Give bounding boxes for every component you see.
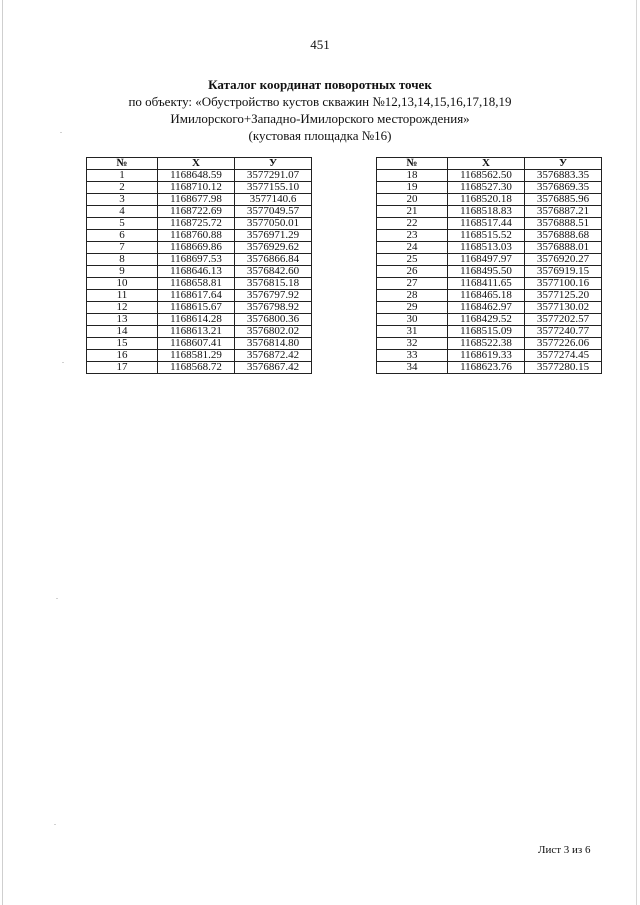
cell-y: 3576885.96 bbox=[525, 194, 602, 206]
pad-line: (кустовая площадка №16) bbox=[248, 128, 392, 143]
cell-x: 1168513.03 bbox=[448, 242, 525, 254]
cell-y: 3577050.01 bbox=[235, 218, 312, 230]
cell-point-number: 20 bbox=[377, 194, 448, 206]
table-row bbox=[377, 326, 602, 338]
table-row bbox=[377, 254, 602, 266]
table-row bbox=[377, 338, 602, 350]
table-row bbox=[87, 242, 312, 254]
table-row bbox=[377, 302, 602, 314]
table-header-row bbox=[377, 158, 602, 170]
cell-point-number: 11 bbox=[87, 290, 158, 302]
scan-speck: . bbox=[56, 592, 58, 601]
cell-y: 3577049.57 bbox=[235, 206, 312, 218]
cell-y: 3577125.20 bbox=[525, 290, 602, 302]
cell-x: 1168527.30 bbox=[448, 182, 525, 194]
cell-x: 1168522.38 bbox=[448, 338, 525, 350]
cell-point-number: 4 bbox=[87, 206, 158, 218]
cell-point-number: 17 bbox=[87, 362, 158, 374]
cell-point-number: 8 bbox=[87, 254, 158, 266]
sheet-counter: Лист 3 из 6 bbox=[538, 844, 591, 856]
cell-y: 3577226.06 bbox=[525, 338, 602, 350]
cell-y: 3576919.15 bbox=[525, 266, 602, 278]
cell-point-number: 6 bbox=[87, 230, 158, 242]
table-row bbox=[377, 170, 602, 182]
column-header-y: У bbox=[525, 158, 602, 170]
table-row bbox=[87, 302, 312, 314]
object-line: по объекту: «Обустройство кустов скважин №12,13,14,15,16,17,18,19 bbox=[128, 94, 512, 109]
column-header-number: № bbox=[377, 158, 448, 170]
cell-point-number: 15 bbox=[87, 338, 158, 350]
cell-point-number: 1 bbox=[87, 170, 158, 182]
table-row bbox=[87, 206, 312, 218]
column-header-x: X bbox=[158, 158, 235, 170]
cell-x: 1168619.33 bbox=[448, 350, 525, 362]
cell-x: 1168677.98 bbox=[158, 194, 235, 206]
table-row bbox=[87, 170, 312, 182]
cell-y: 3577291.07 bbox=[235, 170, 312, 182]
cell-y: 3576842.60 bbox=[235, 266, 312, 278]
document-title: Каталог координат поворотных точек bbox=[208, 77, 432, 92]
cell-x: 1168568.72 bbox=[158, 362, 235, 374]
cell-y: 3577140.6 bbox=[235, 194, 312, 206]
cell-point-number: 14 bbox=[87, 326, 158, 338]
cell-y: 3576888.51 bbox=[525, 218, 602, 230]
cell-x: 1168646.13 bbox=[158, 266, 235, 278]
cell-y: 3576814.80 bbox=[235, 338, 312, 350]
cell-x: 1168462.97 bbox=[448, 302, 525, 314]
cell-point-number: 13 bbox=[87, 314, 158, 326]
cell-y: 3576798.92 bbox=[235, 302, 312, 314]
cell-point-number: 22 bbox=[377, 218, 448, 230]
cell-x: 1168517.44 bbox=[448, 218, 525, 230]
cell-x: 1168614.28 bbox=[158, 314, 235, 326]
scan-speck: . bbox=[60, 126, 62, 135]
cell-y: 3576929.62 bbox=[235, 242, 312, 254]
cell-y: 3576888.01 bbox=[525, 242, 602, 254]
page-number: 451 bbox=[310, 37, 330, 52]
table-row bbox=[87, 350, 312, 362]
table-row bbox=[87, 338, 312, 350]
cell-x: 1168515.09 bbox=[448, 326, 525, 338]
cell-y: 3576920.27 bbox=[525, 254, 602, 266]
table-row bbox=[377, 182, 602, 194]
cell-x: 1168515.52 bbox=[448, 230, 525, 242]
cell-x: 1168411.65 bbox=[448, 278, 525, 290]
cell-x: 1168465.18 bbox=[448, 290, 525, 302]
cell-point-number: 26 bbox=[377, 266, 448, 278]
cell-x: 1168520.18 bbox=[448, 194, 525, 206]
cell-x: 1168615.67 bbox=[158, 302, 235, 314]
cell-x: 1168710.12 bbox=[158, 182, 235, 194]
table-row bbox=[87, 290, 312, 302]
cell-point-number: 9 bbox=[87, 266, 158, 278]
table-row bbox=[377, 218, 602, 230]
cell-x: 1168562.50 bbox=[448, 170, 525, 182]
cell-point-number: 16 bbox=[87, 350, 158, 362]
cell-point-number: 30 bbox=[377, 314, 448, 326]
table-row bbox=[87, 362, 312, 374]
cell-point-number: 3 bbox=[87, 194, 158, 206]
coordinates-table-right bbox=[376, 157, 602, 374]
document-heading bbox=[0, 76, 640, 144]
column-header-x: X bbox=[448, 158, 525, 170]
scan-speck: . bbox=[62, 356, 64, 365]
table-row bbox=[87, 266, 312, 278]
cell-point-number: 28 bbox=[377, 290, 448, 302]
table-row bbox=[87, 182, 312, 194]
table-row bbox=[87, 326, 312, 338]
column-header-y: У bbox=[235, 158, 312, 170]
table-row bbox=[377, 290, 602, 302]
cell-point-number: 2 bbox=[87, 182, 158, 194]
table-row bbox=[87, 194, 312, 206]
table-row bbox=[377, 266, 602, 278]
cell-y: 3576883.35 bbox=[525, 170, 602, 182]
cell-point-number: 21 bbox=[377, 206, 448, 218]
cell-point-number: 23 bbox=[377, 230, 448, 242]
cell-point-number: 5 bbox=[87, 218, 158, 230]
cell-x: 1168497.97 bbox=[448, 254, 525, 266]
cell-x: 1168623.76 bbox=[448, 362, 525, 374]
cell-y: 3576888.68 bbox=[525, 230, 602, 242]
cell-x: 1168613.21 bbox=[158, 326, 235, 338]
cell-x: 1168518.83 bbox=[448, 206, 525, 218]
cell-y: 3576797.92 bbox=[235, 290, 312, 302]
cell-point-number: 10 bbox=[87, 278, 158, 290]
table-row bbox=[87, 278, 312, 290]
cell-x: 1168725.72 bbox=[158, 218, 235, 230]
coordinates-table-left bbox=[86, 157, 312, 374]
scan-speck: . bbox=[54, 818, 56, 827]
cell-point-number: 24 bbox=[377, 242, 448, 254]
cell-x: 1168722.69 bbox=[158, 206, 235, 218]
cell-y: 3577155.10 bbox=[235, 182, 312, 194]
table-row bbox=[87, 230, 312, 242]
cell-y: 3576815.18 bbox=[235, 278, 312, 290]
cell-x: 1168669.86 bbox=[158, 242, 235, 254]
table-row bbox=[377, 314, 602, 326]
cell-y: 3576869.35 bbox=[525, 182, 602, 194]
cell-y: 3576800.36 bbox=[235, 314, 312, 326]
table-row bbox=[377, 362, 602, 374]
cell-x: 1168760.88 bbox=[158, 230, 235, 242]
table-row bbox=[87, 218, 312, 230]
cell-y: 3577202.57 bbox=[525, 314, 602, 326]
cell-y: 3576872.42 bbox=[235, 350, 312, 362]
cell-x: 1168697.53 bbox=[158, 254, 235, 266]
cell-y: 3576971.29 bbox=[235, 230, 312, 242]
field-line: Имилорского+Западно-Имилорского месторождения» bbox=[170, 111, 470, 126]
cell-x: 1168495.50 bbox=[448, 266, 525, 278]
cell-y: 3577130.02 bbox=[525, 302, 602, 314]
cell-y: 3577100.16 bbox=[525, 278, 602, 290]
cell-point-number: 29 bbox=[377, 302, 448, 314]
cell-point-number: 19 bbox=[377, 182, 448, 194]
cell-x: 1168648.59 bbox=[158, 170, 235, 182]
table-row bbox=[377, 278, 602, 290]
table-row bbox=[377, 194, 602, 206]
cell-point-number: 25 bbox=[377, 254, 448, 266]
column-header-number: № bbox=[87, 158, 158, 170]
cell-y: 3576866.84 bbox=[235, 254, 312, 266]
cell-y: 3576887.21 bbox=[525, 206, 602, 218]
table-row bbox=[377, 206, 602, 218]
cell-y: 3576867.42 bbox=[235, 362, 312, 374]
table-header-row bbox=[87, 158, 312, 170]
cell-point-number: 18 bbox=[377, 170, 448, 182]
cell-y: 3577274.45 bbox=[525, 350, 602, 362]
table-row bbox=[377, 242, 602, 254]
cell-point-number: 31 bbox=[377, 326, 448, 338]
cell-point-number: 34 bbox=[377, 362, 448, 374]
cell-y: 3577280.15 bbox=[525, 362, 602, 374]
cell-point-number: 33 bbox=[377, 350, 448, 362]
cell-x: 1168607.41 bbox=[158, 338, 235, 350]
cell-y: 3576802.02 bbox=[235, 326, 312, 338]
cell-point-number: 12 bbox=[87, 302, 158, 314]
cell-point-number: 27 bbox=[377, 278, 448, 290]
cell-x: 1168581.29 bbox=[158, 350, 235, 362]
table-row bbox=[87, 254, 312, 266]
table-row bbox=[377, 230, 602, 242]
cell-point-number: 32 bbox=[377, 338, 448, 350]
cell-y: 3577240.77 bbox=[525, 326, 602, 338]
table-row bbox=[87, 314, 312, 326]
cell-x: 1168429.52 bbox=[448, 314, 525, 326]
table-row bbox=[377, 350, 602, 362]
cell-x: 1168617.64 bbox=[158, 290, 235, 302]
cell-x: 1168658.81 bbox=[158, 278, 235, 290]
cell-point-number: 7 bbox=[87, 242, 158, 254]
